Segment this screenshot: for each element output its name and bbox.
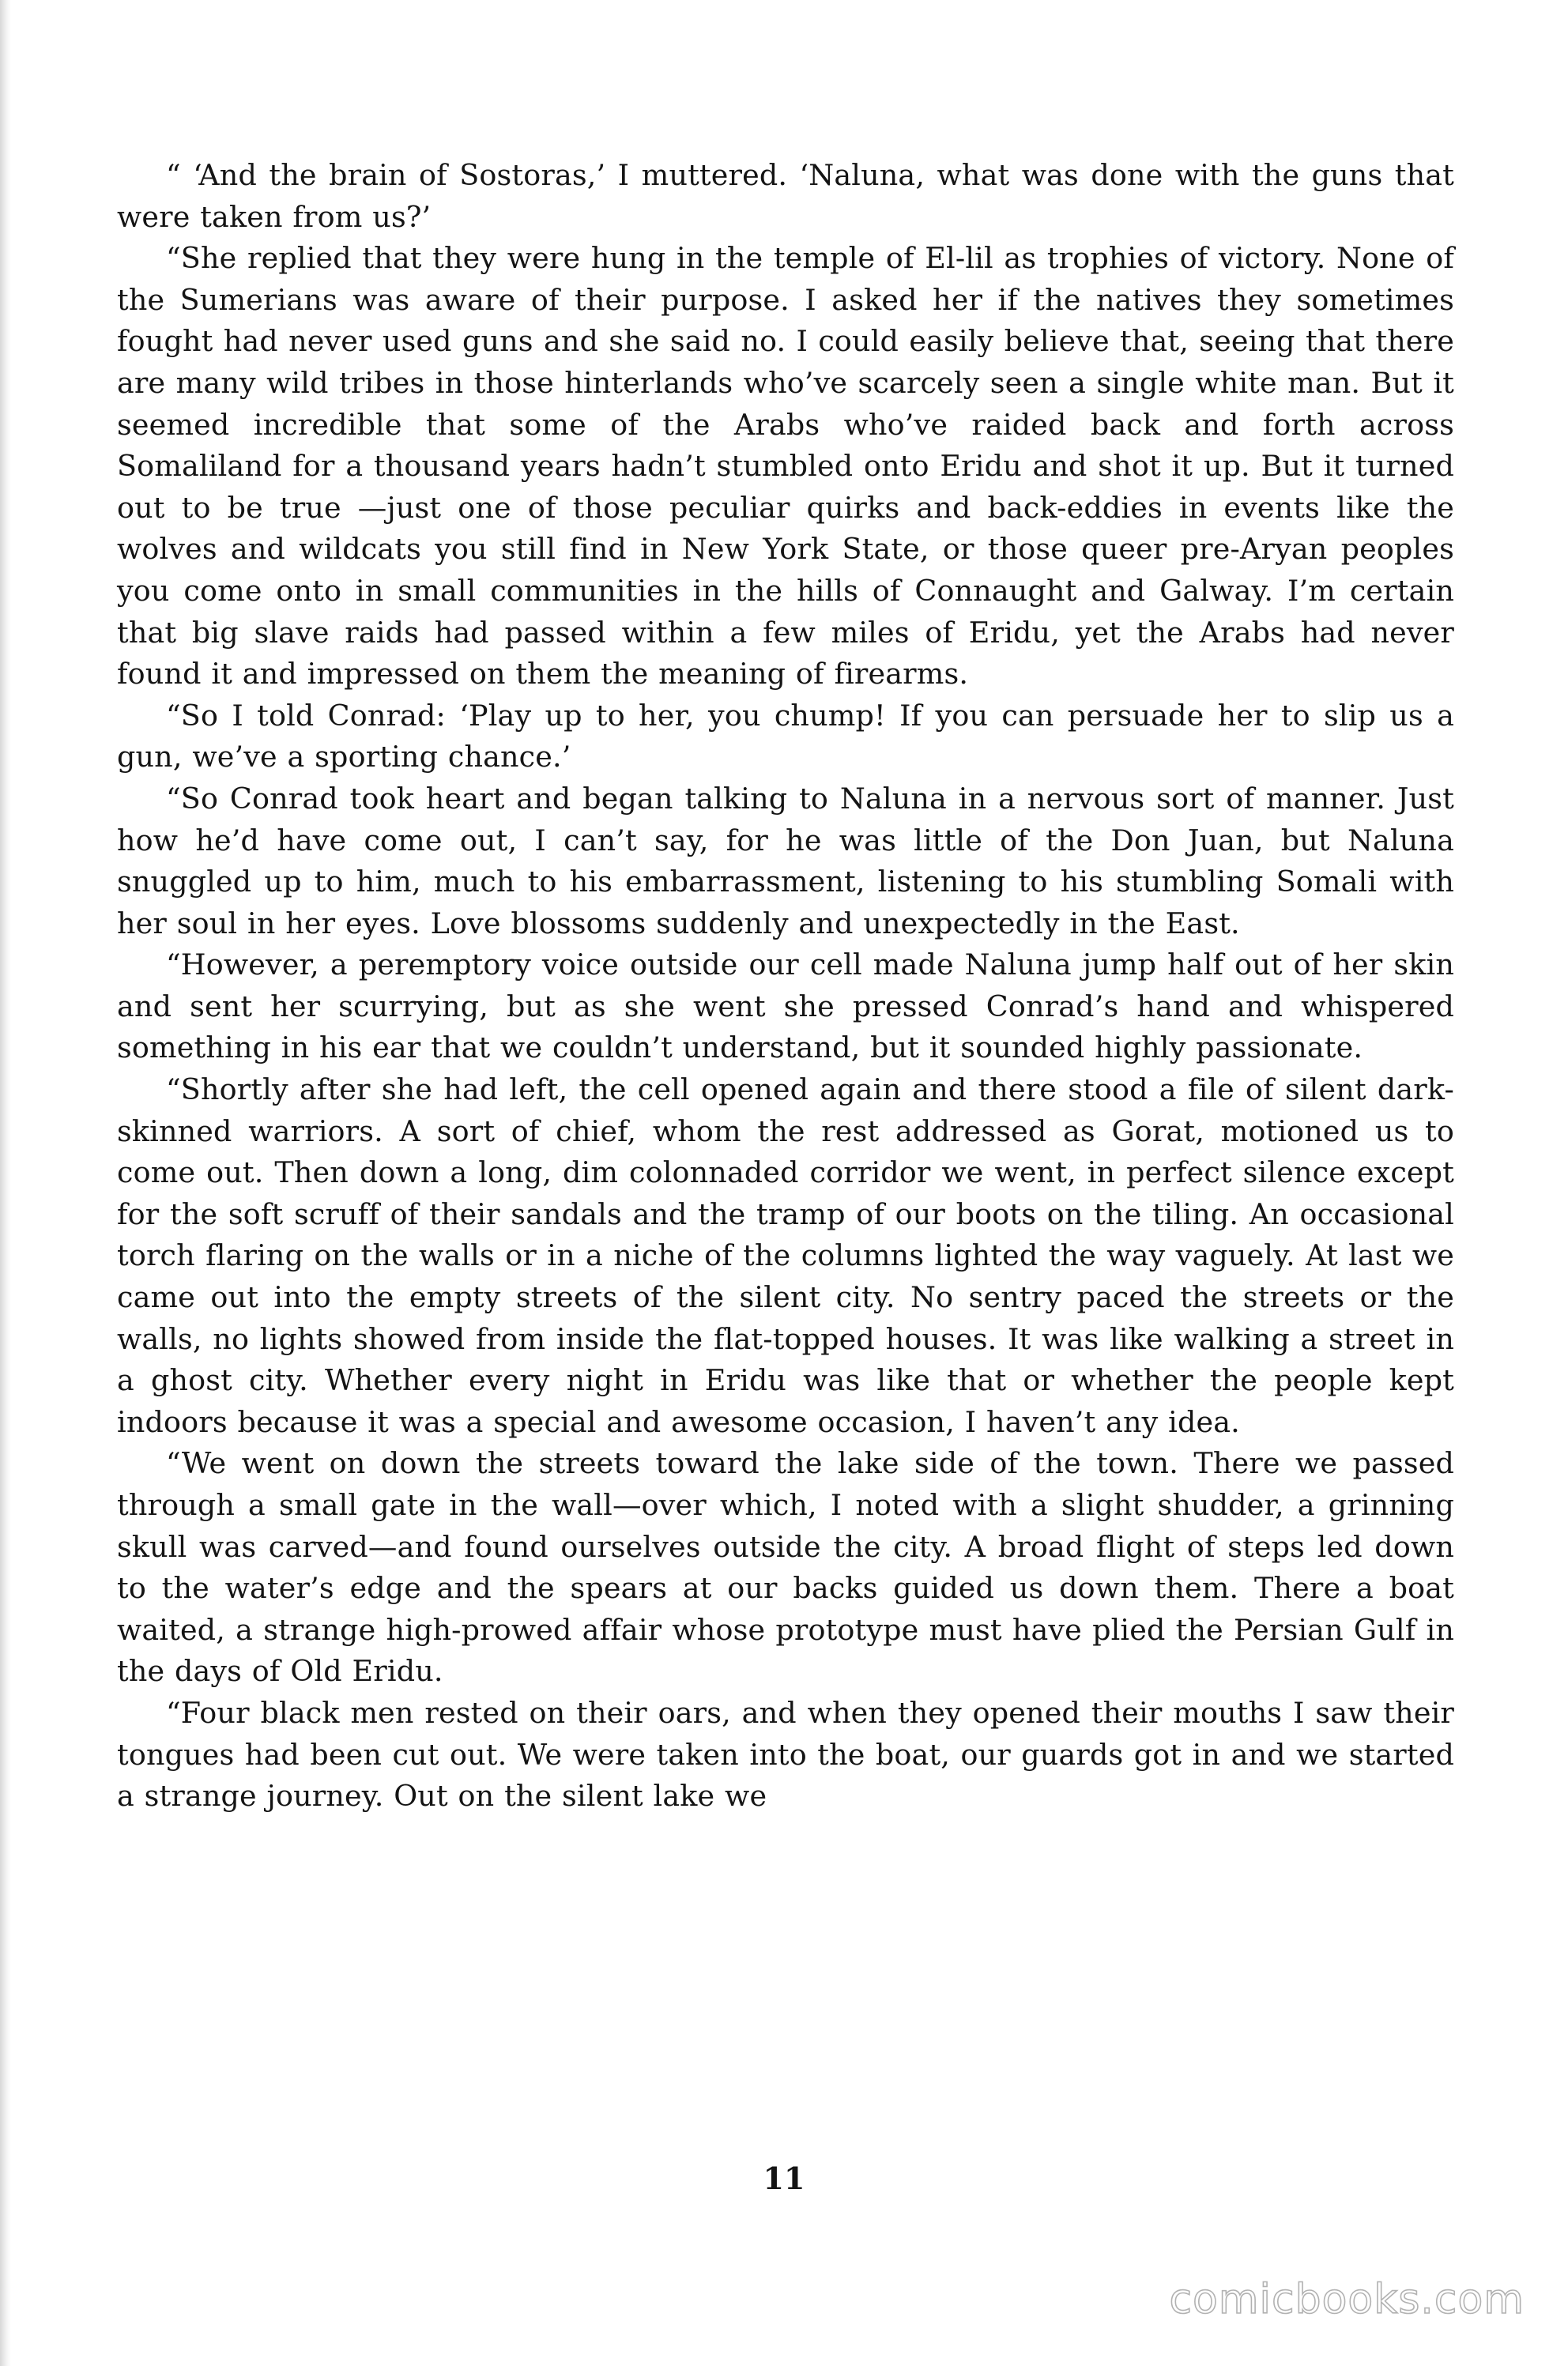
paragraph: “Four black men rested on their oars, and when they opened their mouths I saw their tongues had been cut out. We were taken into the boat, our guards got in and we started a strange journey. Out on the silent lake we: [117, 1695, 1454, 1814]
watermark: comicbooks.com: [1169, 2276, 1525, 2323]
page-binding-edge: [0, 0, 11, 2366]
paragraph: “So I told Conrad: ‘Play up to her, you chump! If you can persuade her to slip us a gun, we’ve a sporting chance.’: [117, 698, 1454, 774]
paragraph: “We went on down the streets toward the lake side of the town. There we passed through a small gate in the wall—over which, I noted with a slight shudder, a grinning skull was carved—and found ourselves outside the city. A broad flight of steps led down to the water’s edge and the spears at our backs guided us down them. There a boat waited, a strange high-prowed affair whose prototype must have plied the Persian Gulf in the days of Old Eridu.: [117, 1446, 1454, 1689]
paragraph: “However, a peremptory voice outside our cell made Naluna jump half out of her skin and sent her scurrying, but as she went she pressed Conrad’s hand and whispered something in his ear that we couldn’t understand, but it sounded highly passionate.: [117, 948, 1454, 1065]
body-text: [117, 155, 1454, 1818]
page-number: 11: [763, 2161, 805, 2196]
paragraph: “Shortly after she had left, the cell opened again and there stood a file of silent dark-skinned warriors. A sort of chief, whom the rest addressed as Gorat, motioned us to come out. Then down a long, dim colonnaded corridor we went, in perfect silence except for the soft scruff of their sandals and the tramp of our boots on the tiling. An occasional torch flaring on the walls or in a niche of the columns lighted the way vaguely. At last we came out into the empty streets of the silent city. No sentry paced the streets or the walls, no lights showed from inside the flat-topped houses. It was like walking a street in a ghost city. Whether every night in Eridu was like that or whether the people kept indoors because it was a special and awesome occasion, I haven’t any idea.: [117, 1072, 1454, 1439]
paragraph: “ ‘And the brain of Sostoras,’ I muttered. ‘Naluna, what was done with the guns that were taken from us?’: [117, 158, 1454, 234]
paragraph: “So Conrad took heart and began talking to Naluna in a nervous sort of manner. Just how he’d have come out, I can’t say, for he was little of the Don Juan, but Naluna snuggled up to him, much to his embarrassment, listening to his stumbling Somali with her soul in her eyes. Love blossoms suddenly and unexpectedly in the East.: [117, 781, 1454, 940]
paragraph: “She replied that they were hung in the temple of El-lil as trophies of victory. None of the Sumerians was aware of their purpose. I asked her if the natives they sometimes fought had never used guns and she said no. I could easily believe that, seeing that there are many wild tribes in those hinterlands who’ve scarcely seen a single white man. But it seemed incredible that some of the Arabs who’ve raided back and forth across Somaliland for a thousand years hadn’t stumbled onto Eridu and shot it up. But it turned out to be true —just one of those peculiar quirks and back-eddies in events like the wolves and wildcats you still find in New York State, or those queer pre-Aryan peoples you come onto in small communities in the hills of Connaught and Galway. I’m certain that big slave raids had passed within a few miles of Eridu, yet the Arabs had never found it and impressed on them the meaning of firearms.: [117, 241, 1454, 691]
